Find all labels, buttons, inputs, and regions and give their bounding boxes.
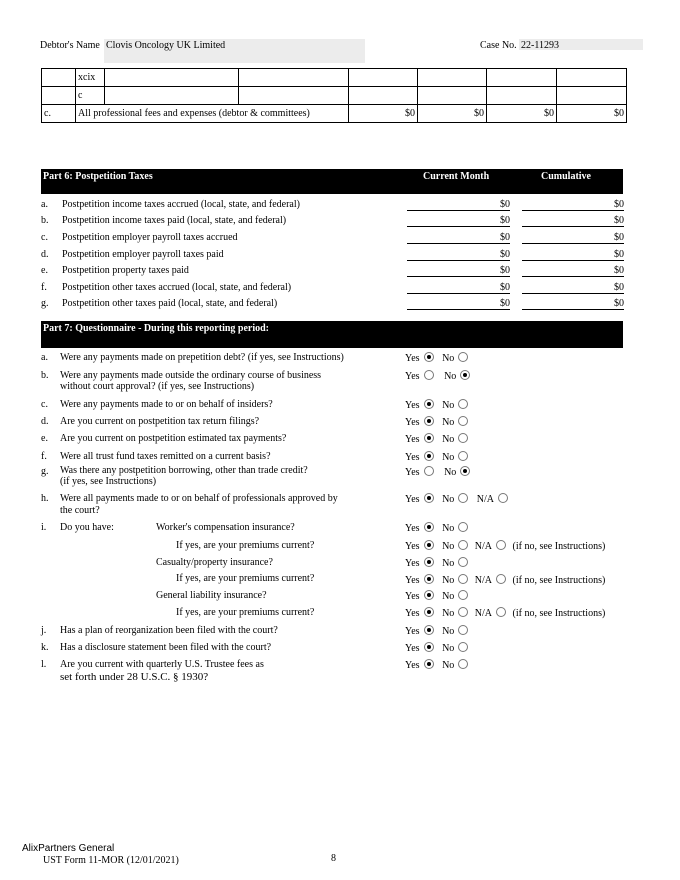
no-radio[interactable]: [458, 399, 468, 409]
general-liability-label: General liability insurance?: [156, 590, 267, 601]
row-letter: a.: [41, 199, 48, 210]
yes-radio[interactable]: [424, 625, 434, 635]
question-text: Are you current with quarterly U.S. Trustee fees as: [60, 659, 264, 670]
row-label: Postpetition employer payroll taxes paid: [62, 249, 224, 260]
answer-group: Yes No: [405, 352, 470, 364]
premiums-current-label: If yes, are your premiums current?: [176, 607, 315, 618]
question-letter: l.: [41, 659, 47, 670]
question-text: Were any payments made outside the ordinary course of business: [60, 370, 322, 381]
question-text: Has a plan of reorganization been filed with the court?: [60, 625, 278, 636]
answer-group: Yes No N/A (if no, see Instructions): [405, 575, 606, 586]
cumulative-value[interactable]: $0: [522, 298, 624, 310]
cumulative-value[interactable]: $0: [522, 215, 624, 227]
yes-radio[interactable]: [424, 607, 434, 617]
no-radio[interactable]: [460, 370, 470, 380]
row-letter: g.: [41, 298, 49, 309]
yes-radio[interactable]: [424, 352, 434, 362]
yes-radio[interactable]: [424, 590, 434, 600]
table-row: [42, 69, 627, 87]
footer-company: AlixPartners General: [22, 843, 115, 854]
answer-group: Yes No: [405, 399, 470, 411]
yes-radio[interactable]: [424, 557, 434, 567]
no-radio[interactable]: [458, 607, 468, 617]
row-letter: d.: [41, 249, 49, 260]
row-letter: e.: [41, 265, 48, 276]
no-radio[interactable]: [458, 433, 468, 443]
row-letter: f.: [41, 282, 47, 293]
row-label: Postpetition property taxes paid: [62, 265, 189, 276]
tax-row: [41, 249, 626, 265]
yes-radio[interactable]: [424, 416, 434, 426]
row-letter: c.: [42, 105, 76, 123]
question-letter: h.: [41, 493, 49, 504]
part6-title: Part 6: Postpetition Taxes: [43, 171, 153, 182]
answer-group: Yes No: [405, 370, 472, 382]
row-label: Postpetition income taxes paid (local, state, and federal): [62, 215, 287, 226]
premiums-current-label: If yes, are your premiums current?: [176, 540, 315, 551]
no-radio[interactable]: [458, 540, 468, 550]
no-radio[interactable]: [458, 557, 468, 567]
question-text: without court approval? (if yes, see Instructions): [60, 381, 255, 392]
yes-radio[interactable]: [424, 493, 434, 503]
current-month-header: Current Month: [423, 171, 490, 182]
no-radio[interactable]: [458, 574, 468, 584]
question-text: Has a disclosure statement been filed with the court?: [60, 642, 272, 653]
yes-radio[interactable]: [424, 433, 434, 443]
question-text: Are you current on postpetition tax return filings?: [60, 416, 260, 427]
question-letter: e.: [41, 433, 48, 444]
workers-comp-label: Worker's compensation insurance?: [156, 522, 295, 533]
answer-group: Yes No: [405, 522, 470, 534]
debtor-name-value: Clovis Oncology UK Limited: [106, 40, 226, 51]
part7-title: Part 7: Questionnaire - During this reporting period:: [43, 323, 270, 334]
question-text: Were all trust fund taxes remitted on a current basis?: [60, 451, 271, 462]
row-label: Postpetition other taxes paid (local, state, and federal): [62, 298, 278, 309]
row-label: Postpetition income taxes accrued (local, state, and federal): [62, 199, 300, 210]
yes-radio[interactable]: [424, 540, 434, 550]
current-month-value[interactable]: $0: [407, 232, 510, 244]
answer-group: Yes No N/A (if no, see Instructions): [405, 541, 606, 552]
na-radio[interactable]: [496, 574, 506, 584]
no-radio[interactable]: [460, 466, 470, 476]
cumulative-value[interactable]: $0: [522, 249, 624, 261]
question-text: Are you current on postpetition estimated tax payments?: [60, 433, 287, 444]
question-text: Were any payments made on prepetition debt? (if yes, see Instructions): [60, 352, 344, 363]
row-label: Postpetition employer payroll taxes accrued: [62, 232, 238, 243]
answer-group: Yes No: [405, 466, 472, 478]
yes-radio[interactable]: [424, 451, 434, 461]
tax-row: [41, 232, 626, 248]
row-letter: c.: [41, 232, 48, 243]
cumulative-header: Cumulative: [541, 171, 591, 182]
row-index: c: [76, 87, 105, 105]
tax-row: [41, 282, 626, 298]
answer-group: Yes No: [405, 642, 470, 654]
answer-group: Yes No: [405, 433, 470, 445]
current-month-value[interactable]: $0: [407, 282, 510, 294]
tax-row: [41, 215, 626, 231]
question-letter: k.: [41, 642, 49, 653]
part7-header: [41, 321, 623, 348]
row-label: Postpetition other taxes accrued (local, state, and federal): [62, 282, 292, 293]
professional-fees-table: [41, 68, 627, 123]
answer-group: Yes No: [405, 451, 470, 463]
no-radio[interactable]: [458, 659, 468, 669]
answer-group: Yes No: [405, 557, 470, 569]
no-radio[interactable]: [458, 522, 468, 532]
yes-radio[interactable]: [424, 659, 434, 669]
tax-row: [41, 298, 626, 314]
question-letter: f.: [41, 451, 47, 462]
question-letter: j.: [41, 625, 47, 636]
answer-group: Yes No: [405, 416, 470, 428]
question-text: (if yes, see Instructions): [60, 476, 157, 487]
row-letter: b.: [41, 215, 49, 226]
yes-radio[interactable]: [424, 399, 434, 409]
no-radio[interactable]: [458, 493, 468, 503]
question-letter: g.: [41, 466, 49, 477]
debtor-name-label: Debtor's Name: [40, 40, 100, 51]
total-value: $0: [418, 105, 487, 123]
premiums-current-label: If yes, are your premiums current?: [176, 573, 315, 584]
question-letter: c.: [41, 399, 48, 410]
row-index: xcix: [76, 69, 105, 87]
current-month-value[interactable]: $0: [407, 298, 510, 310]
no-radio[interactable]: [458, 352, 468, 362]
current-month-value[interactable]: $0: [407, 215, 510, 227]
answer-group: Yes No: [405, 590, 470, 602]
question-letter: b.: [41, 370, 49, 381]
answer-group: Yes No: [405, 659, 470, 671]
answer-group: Yes No N/A: [405, 493, 510, 505]
cumulative-value[interactable]: $0: [522, 232, 624, 244]
total-label: All professional fees and expenses (debtor & committees): [76, 105, 349, 123]
current-month-value[interactable]: $0: [407, 199, 510, 211]
no-radio[interactable]: [458, 451, 468, 461]
casualty-insurance-label: Casualty/property insurance?: [156, 557, 273, 568]
na-radio[interactable]: [496, 607, 506, 617]
total-value: $0: [349, 105, 418, 123]
question-text: Were all payments made to or on behalf of professionals approved by: [60, 493, 338, 504]
current-month-value[interactable]: $0: [407, 265, 510, 277]
question-letter: i.: [41, 522, 47, 533]
answer-group: Yes No N/A (if no, see Instructions): [405, 608, 606, 619]
question-text: Was there any postpetition borrowing, other than trade credit?: [60, 465, 308, 476]
total-value: $0: [487, 105, 557, 123]
question-letter: a.: [41, 352, 48, 363]
tax-row: [41, 199, 626, 215]
yes-radio[interactable]: [424, 466, 434, 476]
cumulative-value[interactable]: $0: [522, 265, 624, 277]
cumulative-value[interactable]: $0: [522, 199, 624, 211]
no-radio[interactable]: [458, 625, 468, 635]
na-radio[interactable]: [496, 540, 506, 550]
yes-radio[interactable]: [424, 522, 434, 532]
yes-radio[interactable]: [424, 574, 434, 584]
part6-header: [41, 169, 623, 194]
question-text: set forth under 28 U.S.C. § 1930?: [60, 671, 209, 683]
case-number-label: Case No.: [480, 40, 517, 51]
na-radio[interactable]: [498, 493, 508, 503]
no-radio[interactable]: [458, 590, 468, 600]
answer-group: Yes No: [405, 625, 470, 637]
page-number: 8: [331, 853, 336, 864]
table-row: [42, 87, 627, 105]
current-month-value[interactable]: $0: [407, 249, 510, 261]
cumulative-value[interactable]: $0: [522, 282, 624, 294]
no-radio[interactable]: [458, 642, 468, 652]
question-text: the court?: [60, 505, 100, 516]
total-value: $0: [557, 105, 627, 123]
tax-row: [41, 265, 626, 281]
question-text: Were any payments made to or on behalf of insiders?: [60, 399, 273, 410]
footer-form-id: UST Form 11-MOR (12/01/2021): [43, 855, 179, 866]
yes-radio[interactable]: [424, 642, 434, 652]
table-total-row: [42, 105, 627, 123]
question-letter: d.: [41, 416, 49, 427]
case-number-value: 22-11293: [521, 40, 559, 51]
no-radio[interactable]: [458, 416, 468, 426]
question-text: Do you have:: [60, 522, 114, 533]
yes-radio[interactable]: [424, 370, 434, 380]
